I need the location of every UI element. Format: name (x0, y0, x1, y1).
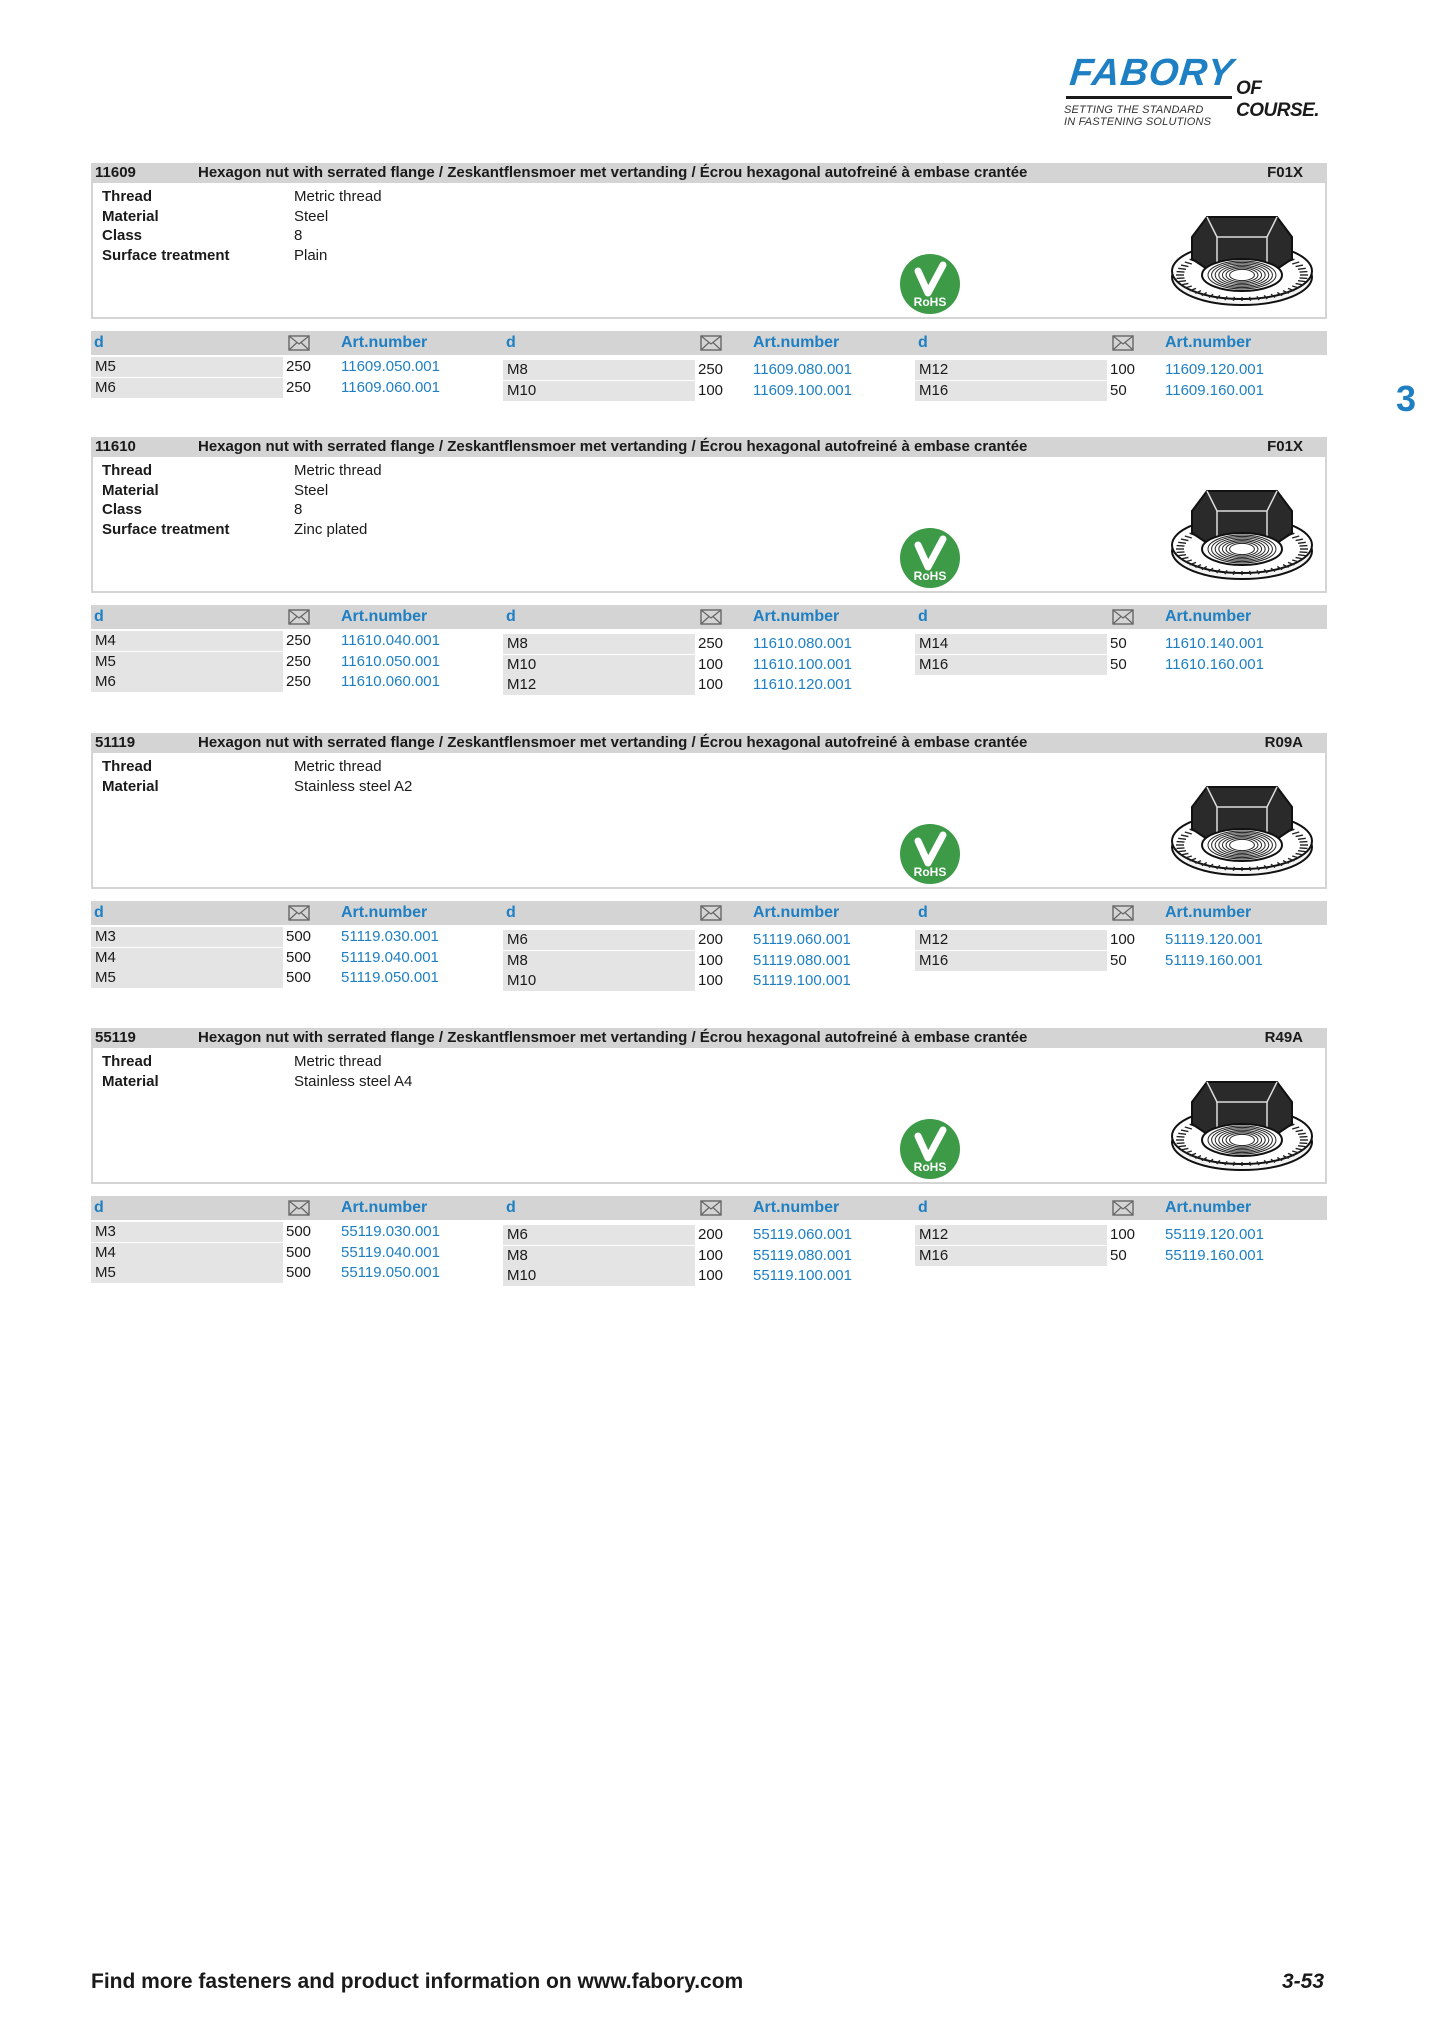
cell-diameter: M16 (915, 951, 1107, 971)
column-d-header: d (506, 904, 516, 921)
envelope-icon (700, 609, 722, 625)
cell-diameter: M3 (91, 1222, 283, 1242)
product-block (91, 437, 1327, 693)
column-d-header: d (506, 1199, 516, 1216)
cell-diameter: M16 (915, 1246, 1107, 1266)
logo-tagline-1: SETTING THE STANDARD (1064, 104, 1204, 116)
product-title: Hexagon nut with serrated flange / Zeskantflensmoer met vertanding / Écrou hexagonal autofreiné à embase crantée (198, 1029, 1028, 1046)
svg-text:RoHS: RoHS (913, 569, 947, 583)
cell-quantity: 250 (286, 673, 312, 690)
cell-article-number-link[interactable]: 51119.160.001 (1165, 951, 1263, 969)
article-table-header (91, 605, 1327, 629)
svg-text:RoHS: RoHS (913, 865, 947, 879)
column-art-header: Art.number (341, 608, 428, 625)
column-d-header: d (506, 608, 516, 625)
column-d-header: d (918, 334, 928, 351)
rohs-badge-icon (899, 823, 961, 885)
cell-diameter: M8 (503, 1246, 695, 1266)
product-info-box (91, 183, 1327, 319)
spec-value: 8 (294, 227, 303, 244)
cell-article-number-link[interactable]: 11609.100.001 (753, 381, 852, 399)
cell-article-number-link[interactable]: 11610.080.001 (753, 635, 852, 652)
spec-label: Material (102, 207, 159, 225)
cell-quantity: 250 (286, 632, 312, 649)
cell-article-number-link[interactable]: 51119.080.001 (753, 951, 851, 969)
product-code: 11609 (95, 164, 136, 181)
cell-quantity: 250 (286, 358, 312, 375)
cell-diameter: M16 (915, 381, 1107, 401)
cell-diameter: M4 (91, 1243, 283, 1263)
envelope-icon (1112, 609, 1134, 625)
cell-quantity: 200 (698, 1226, 724, 1243)
envelope-icon (288, 609, 310, 625)
cell-quantity: 50 (1110, 1246, 1127, 1264)
product-classification: F01X (1267, 164, 1303, 181)
cell-quantity: 50 (1110, 951, 1127, 969)
spec-value: Metric thread (294, 1053, 382, 1070)
flange-nut-image (1167, 471, 1317, 583)
cell-diameter: M5 (91, 968, 283, 988)
fabory-logo (1058, 52, 1348, 132)
column-art-header: Art.number (753, 1199, 840, 1216)
envelope-icon (700, 335, 722, 351)
cell-diameter: M4 (91, 948, 283, 968)
rohs-badge-icon (899, 1118, 961, 1180)
footer-text[interactable]: Find more fasteners and product information on www.fabory.com (91, 1970, 744, 1993)
product-header (91, 733, 1327, 753)
cell-article-number-link[interactable]: 11609.120.001 (1165, 361, 1264, 378)
cell-quantity: 250 (698, 361, 724, 378)
product-title: Hexagon nut with serrated flange / Zeskantflensmoer met vertanding / Écrou hexagonal autofreiné à embase crantée (198, 734, 1028, 751)
spec-value: Plain (294, 246, 328, 264)
logo-rule (1066, 96, 1232, 99)
cell-diameter: M12 (915, 360, 1107, 380)
spec-value: Stainless steel A2 (294, 777, 413, 795)
cell-diameter: M14 (915, 634, 1107, 654)
column-d-header: d (506, 334, 516, 351)
cell-article-number-link[interactable]: 55119.040.001 (341, 1243, 440, 1261)
rohs-badge-icon (899, 253, 961, 315)
spec-value: Metric thread (294, 758, 382, 775)
cell-quantity: 500 (286, 1223, 312, 1240)
cell-article-number-link[interactable]: 11610.050.001 (341, 652, 440, 670)
cell-diameter: M10 (503, 655, 695, 675)
product-header (91, 437, 1327, 457)
cell-diameter: M4 (91, 631, 283, 651)
cell-quantity: 50 (1110, 381, 1127, 399)
column-d-header: d (94, 904, 104, 921)
cell-article-number-link[interactable]: 11609.060.001 (341, 378, 440, 396)
cell-article-number-link[interactable]: 55119.030.001 (341, 1223, 440, 1240)
cell-diameter: M6 (91, 378, 283, 398)
article-table-header (91, 1196, 1327, 1220)
cell-quantity: 500 (286, 969, 312, 986)
cell-diameter: M6 (503, 930, 695, 950)
cell-diameter: M5 (91, 357, 283, 377)
envelope-icon (700, 905, 722, 921)
cell-article-number-link[interactable]: 51119.060.001 (753, 931, 851, 948)
cell-quantity: 500 (286, 928, 312, 945)
cell-diameter: M6 (503, 1225, 695, 1245)
column-art-header: Art.number (341, 904, 428, 921)
product-header (91, 1028, 1327, 1048)
column-art-header: Art.number (1165, 608, 1252, 625)
product-info-box (91, 457, 1327, 593)
cell-article-number-link[interactable]: 11609.080.001 (753, 361, 852, 378)
cell-quantity: 100 (698, 655, 724, 673)
cell-diameter: M12 (915, 1225, 1107, 1245)
envelope-icon (288, 1200, 310, 1216)
cell-quantity: 50 (1110, 635, 1127, 652)
spec-label: Material (102, 777, 159, 795)
column-art-header: Art.number (341, 334, 428, 351)
cell-article-number-link[interactable]: 55119.120.001 (1165, 1226, 1264, 1243)
cell-article-number-link[interactable]: 11610.040.001 (341, 632, 440, 649)
product-block (91, 163, 1327, 399)
cell-quantity: 100 (698, 676, 724, 693)
spec-label: Class (102, 227, 143, 244)
cell-quantity: 100 (698, 972, 724, 989)
flange-nut-image (1167, 1062, 1317, 1174)
article-table-header (91, 331, 1327, 355)
product-classification: R49A (1264, 1029, 1303, 1046)
spec-value: 8 (294, 501, 303, 518)
cell-article-number-link[interactable]: 11610.140.001 (1165, 635, 1264, 652)
product-info-box (91, 753, 1327, 889)
spec-label: Class (102, 501, 143, 518)
cell-quantity: 100 (698, 1246, 724, 1264)
column-art-header: Art.number (1165, 334, 1252, 351)
column-d-header: d (94, 1199, 104, 1216)
cell-quantity: 200 (698, 931, 724, 948)
cell-diameter: M10 (503, 381, 695, 401)
logo-tagline-2: IN FASTENING SOLUTIONS (1064, 116, 1212, 128)
cell-article-number-link[interactable]: 51119.120.001 (1165, 931, 1263, 948)
cell-article-number-link[interactable]: 55119.160.001 (1165, 1246, 1264, 1264)
cell-article-number-link[interactable]: 51119.050.001 (341, 969, 439, 986)
column-d-header: d (94, 334, 104, 351)
column-art-header: Art.number (753, 904, 840, 921)
cell-quantity: 250 (286, 378, 312, 396)
cell-diameter: M8 (503, 360, 695, 380)
spec-value: Metric thread (294, 188, 382, 205)
column-art-header: Art.number (753, 608, 840, 625)
cell-quantity: 100 (1110, 931, 1136, 948)
svg-text:RoHS: RoHS (913, 295, 947, 309)
cell-diameter: M12 (503, 675, 695, 695)
envelope-icon (1112, 335, 1134, 351)
flange-nut-image (1167, 197, 1317, 309)
spec-label: Material (102, 481, 159, 499)
rohs-badge-icon (899, 527, 961, 589)
svg-text:RoHS: RoHS (913, 1160, 947, 1174)
cell-article-number-link[interactable]: 11610.160.001 (1165, 655, 1264, 673)
cell-diameter: M10 (503, 971, 695, 991)
cell-diameter: M8 (503, 951, 695, 971)
cell-diameter: M6 (91, 672, 283, 692)
cell-article-number-link[interactable]: 11610.060.001 (341, 673, 440, 690)
spec-label: Material (102, 1072, 159, 1090)
cell-diameter: M16 (915, 655, 1107, 675)
spec-value: Steel (294, 207, 329, 225)
product-block (91, 733, 1327, 989)
cell-article-number-link[interactable]: 55119.100.001 (753, 1267, 852, 1284)
column-art-header: Art.number (1165, 1199, 1252, 1216)
product-classification: F01X (1267, 438, 1303, 455)
spec-label: Thread (102, 188, 153, 205)
article-table-header (91, 901, 1327, 925)
product-header (91, 163, 1327, 183)
spec-label: Thread (102, 758, 153, 775)
product-info-box (91, 1048, 1327, 1184)
cell-quantity: 250 (698, 635, 724, 652)
cell-article-number-link[interactable]: 55119.050.001 (341, 1264, 440, 1281)
column-art-header: Art.number (341, 1199, 428, 1216)
page-number: 3-53 (1282, 1970, 1325, 1993)
cell-article-number-link[interactable]: 51119.030.001 (341, 928, 439, 945)
product-classification: R09A (1264, 734, 1303, 751)
spec-label: Surface treatment (102, 246, 230, 264)
cell-diameter: M10 (503, 1266, 695, 1286)
flange-nut-image (1167, 767, 1317, 879)
cell-article-number-link[interactable]: 11610.100.001 (753, 655, 852, 673)
cell-quantity: 100 (698, 951, 724, 969)
logo-slogan: OF COURSE. (1236, 78, 1320, 121)
spec-value: Zinc plated (294, 520, 368, 538)
cell-quantity: 100 (698, 381, 724, 399)
spec-label: Surface treatment (102, 520, 230, 538)
cell-article-number-link[interactable]: 11609.050.001 (341, 358, 440, 375)
spec-value: Stainless steel A4 (294, 1072, 413, 1090)
envelope-icon (1112, 1200, 1134, 1216)
cell-article-number-link[interactable]: 11609.160.001 (1165, 381, 1264, 399)
envelope-icon (288, 905, 310, 921)
column-d-header: d (918, 1199, 928, 1216)
product-code: 55119 (95, 1029, 136, 1046)
spec-value: Steel (294, 481, 329, 499)
product-title: Hexagon nut with serrated flange / Zeskantflensmoer met vertanding / Écrou hexagonal autofreiné à embase crantée (198, 438, 1028, 455)
envelope-icon (1112, 905, 1134, 921)
cell-article-number-link[interactable]: 55119.060.001 (753, 1226, 852, 1243)
cell-article-number-link[interactable]: 55119.080.001 (753, 1246, 852, 1264)
cell-quantity: 500 (286, 1243, 312, 1261)
cell-diameter: M12 (915, 930, 1107, 950)
product-title: Hexagon nut with serrated flange / Zeskantflensmoer met vertanding / Écrou hexagonal autofreiné à embase crantée (198, 164, 1028, 181)
cell-diameter: M5 (91, 652, 283, 672)
cell-article-number-link[interactable]: 51119.040.001 (341, 948, 439, 966)
envelope-icon (288, 335, 310, 351)
column-art-header: Art.number (753, 334, 840, 351)
column-d-header: d (94, 608, 104, 625)
cell-quantity: 100 (1110, 1226, 1136, 1243)
cell-quantity: 100 (698, 1267, 724, 1284)
column-d-header: d (918, 608, 928, 625)
cell-diameter: M3 (91, 927, 283, 947)
chapter-number: 3 (1396, 378, 1417, 419)
cell-diameter: M8 (503, 634, 695, 654)
cell-quantity: 50 (1110, 655, 1127, 673)
cell-article-number-link[interactable]: 51119.100.001 (753, 972, 851, 989)
product-block (91, 1028, 1327, 1284)
cell-quantity: 500 (286, 1264, 312, 1281)
cell-quantity: 100 (1110, 361, 1136, 378)
envelope-icon (700, 1200, 722, 1216)
spec-label: Thread (102, 462, 153, 479)
logo-name: FABORY (1067, 52, 1236, 94)
column-d-header: d (918, 904, 928, 921)
cell-diameter: M5 (91, 1263, 283, 1283)
cell-quantity: 500 (286, 948, 312, 966)
product-code: 11610 (95, 438, 136, 455)
spec-label: Thread (102, 1053, 153, 1070)
cell-quantity: 250 (286, 652, 312, 670)
cell-article-number-link[interactable]: 11610.120.001 (753, 676, 852, 693)
spec-value: Metric thread (294, 462, 382, 479)
column-art-header: Art.number (1165, 904, 1252, 921)
product-code: 51119 (95, 734, 136, 751)
